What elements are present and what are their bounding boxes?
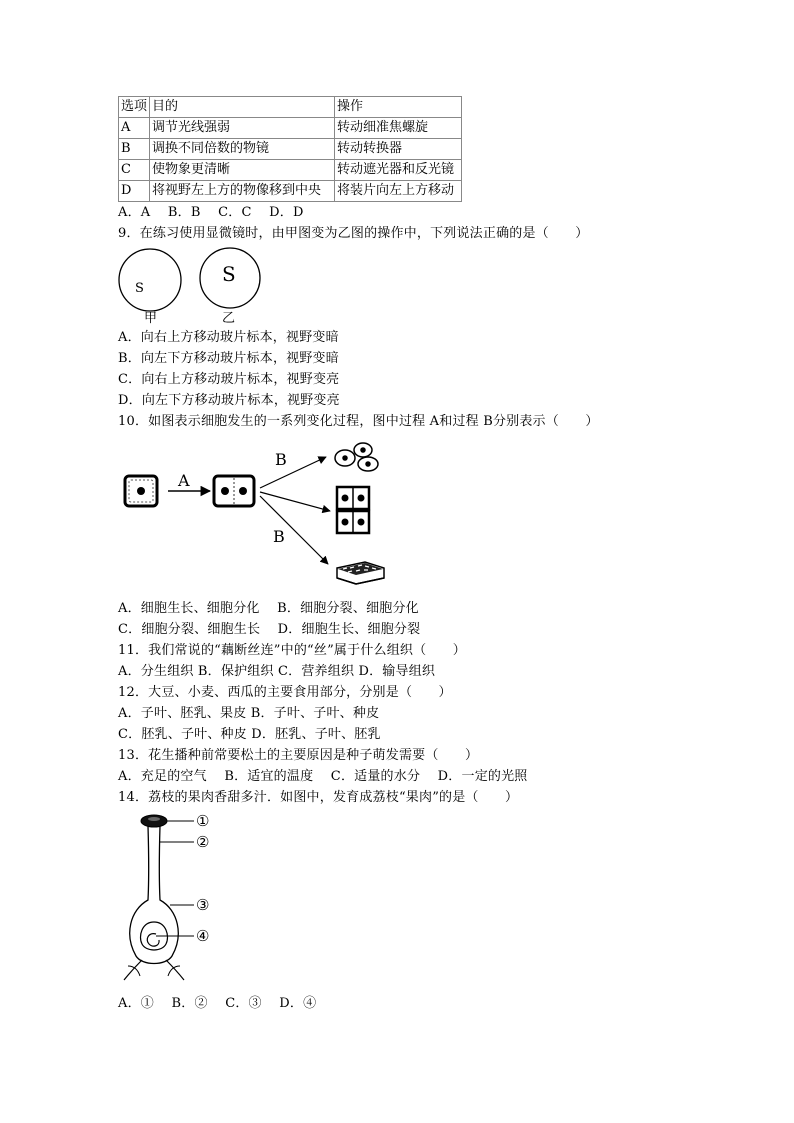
q12-options-line2: C．胚乳、子叶、种皮 D．胚乳、子叶、胚乳 — [118, 727, 381, 742]
circle-yi-letter: S — [222, 262, 236, 286]
table-row — [119, 139, 462, 160]
label-4: ④ — [196, 927, 210, 945]
table-cell: 转动遮光器和反光镜 — [335, 160, 462, 181]
table-cell: D — [119, 181, 150, 202]
original-cell — [125, 476, 157, 506]
q10-question: 10．如图表示细胞发生的一系列变化过程，图中过程 A和过程 B分别表示（ ） — [118, 414, 599, 429]
table-cell: 将视野左上方的物像移到中央 — [150, 181, 335, 202]
circle-jia-letter: S — [135, 281, 144, 296]
q14-question: 14．荔枝的果肉香甜多汁．如图中，发育成荔枝“果肉”的是（ ） — [118, 790, 519, 805]
q10-options-line2: C．细胞分裂、细胞生长 D．细胞生长、细胞分裂 — [118, 622, 421, 637]
table-header-cell: 目的 — [150, 97, 335, 118]
tissue-block — [337, 562, 384, 584]
q8-options: A．A B．B C．C D．D — [118, 205, 304, 220]
table-cell: 使物象更清晰 — [150, 160, 335, 181]
table-cell: A — [119, 118, 150, 139]
q9-figure — [118, 248, 268, 328]
q14-options: A．① B．② C．③ D．④ — [118, 996, 317, 1011]
stacked-cells — [337, 487, 369, 533]
label-process-b-bottom: B — [273, 527, 285, 546]
table-cell: 将装片向左上方移动 — [335, 181, 462, 202]
table-header-cell: 操作 — [335, 97, 462, 118]
q10-options-line1: A．细胞生长、细胞分化 B．细胞分裂、细胞分化 — [118, 601, 419, 616]
q12-options-line1: A．子叶、胚乳、果皮 B．子叶、子叶、种皮 — [118, 706, 380, 721]
label-process-b-top: B — [275, 450, 287, 469]
table-cell: 转动细准焦螺旋 — [335, 118, 462, 139]
q11-options: A．分生组织 B．保护组织 C．营养组织 D．输导组织 — [118, 664, 436, 679]
table-row — [119, 181, 462, 202]
arrow-b-top — [260, 457, 326, 488]
pistil-diagram — [118, 810, 228, 990]
table-cell: C — [119, 160, 150, 181]
label-2: ② — [196, 833, 210, 851]
options-table — [118, 96, 462, 202]
table-cell: 转动转换器 — [335, 139, 462, 160]
label-1: ① — [196, 812, 210, 830]
circle-yi-label: 乙 — [222, 311, 236, 326]
table-header-row — [119, 97, 462, 118]
q9-option-d: D．向左下方移动玻片标本，视野变亮 — [118, 393, 340, 408]
arrow-b-bottom — [260, 496, 328, 564]
table-row — [119, 118, 462, 139]
q13-question: 13．花生播种前常要松土的主要原因是种子萌发需要（ ） — [118, 748, 479, 763]
style-and-ovary — [130, 826, 178, 964]
table-cell: 调换不同倍数的物镜 — [150, 139, 335, 160]
table-header-cell: 选项 — [119, 97, 150, 118]
label-process-a: A — [178, 471, 190, 490]
arrow-b-middle — [260, 492, 330, 511]
table-cell: B — [119, 139, 150, 160]
q9-question: 9．在练习使用显微镜时，由甲图变为乙图的操作中，下列说法正确的是（ ） — [118, 226, 589, 241]
q9-option-a: A．向右上方移动玻片标本，视野变暗 — [118, 330, 339, 345]
q9-option-b: B．向左下方移动玻片标本，视野变暗 — [118, 351, 339, 366]
q13-options: A．充足的空气 B．适宜的温度 C．适量的水分 D．一定的光照 — [118, 769, 528, 784]
label-3: ③ — [196, 896, 210, 914]
q11-question: 11．我们常说的“藕断丝连”中的“丝”属于什么组织（ ） — [118, 643, 466, 658]
circle-jia-label: 甲 — [144, 311, 158, 326]
table-cell: 调节光线强弱 — [150, 118, 335, 139]
cell-change-diagram — [118, 440, 398, 595]
round-cells — [335, 443, 378, 471]
q12-question: 12．大豆、小麦、西瓜的主要食用部分，分别是（ ） — [118, 685, 452, 700]
q9-option-c: C．向右上方移动玻片标本，视野变亮 — [118, 372, 340, 387]
divided-cell — [214, 476, 254, 506]
table-row — [119, 160, 462, 181]
circle-jia — [119, 249, 181, 311]
